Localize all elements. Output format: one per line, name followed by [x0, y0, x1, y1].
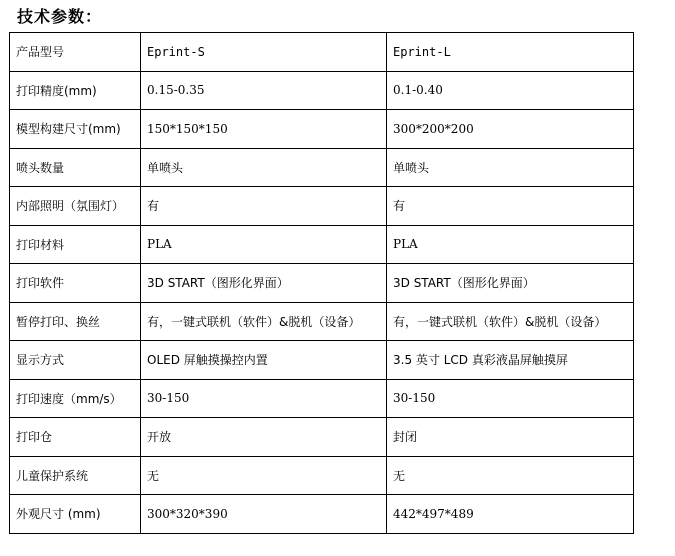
row-label: 外观尺寸 (mm) [10, 495, 141, 534]
row-label: 打印软件 [10, 264, 141, 303]
table-row [10, 110, 634, 149]
table-row [10, 264, 634, 303]
table-row [10, 418, 634, 457]
table-row [10, 71, 634, 110]
row-label: 喷头数量 [10, 148, 141, 187]
eprint-s-value: 3D START（图形化界面） [141, 264, 387, 303]
row-label: 模型构建尺寸(mm) [10, 110, 141, 149]
eprint-s-value: 有，一键式联机（软件）&脱机（设备） [141, 302, 387, 341]
eprint-s-value: 单喷头 [141, 148, 387, 187]
eprint-s-value: 150*150*150 [141, 110, 387, 149]
row-label: 暂停打印、换丝 [10, 302, 141, 341]
table-row [10, 456, 634, 495]
eprint-l-value: 单喷头 [387, 148, 634, 187]
eprint-l-value: 30-150 [387, 379, 634, 418]
table-row [10, 148, 634, 187]
eprint-s-value: 30-150 [141, 379, 387, 418]
row-label: 打印速度（mm/s） [10, 379, 141, 418]
eprint-s-value: 无 [141, 456, 387, 495]
table-row [10, 341, 634, 380]
eprint-l-value: 0.1-0.40 [387, 71, 634, 110]
spec-table [9, 32, 634, 534]
eprint-l-value: 3.5 英寸 LCD 真彩液晶屏触摸屏 [387, 341, 634, 380]
eprint-l-value: PLA [387, 225, 634, 264]
eprint-l-value: 442*497*489 [387, 495, 634, 534]
row-label: 儿童保护系统 [10, 456, 141, 495]
eprint-s-value: PLA [141, 225, 387, 264]
eprint-s-value: 有 [141, 187, 387, 226]
eprint-l-value: 无 [387, 456, 634, 495]
eprint-s-value: 开放 [141, 418, 387, 457]
eprint-l-value: 有，一键式联机（软件）&脱机（设备） [387, 302, 634, 341]
row-label: 打印仓 [10, 418, 141, 457]
table-row [10, 225, 634, 264]
eprint-l-value: 有 [387, 187, 634, 226]
eprint-s-value: 300*320*390 [141, 495, 387, 534]
row-label: 产品型号 [10, 33, 141, 72]
eprint-l-value: 300*200*200 [387, 110, 634, 149]
table-row [10, 33, 634, 72]
eprint-s-value: 0.15-0.35 [141, 71, 387, 110]
row-label: 内部照明（氛围灯） [10, 187, 141, 226]
row-label: 显示方式 [10, 341, 141, 380]
table-row [10, 379, 634, 418]
row-label: 打印精度(mm) [10, 71, 141, 110]
page-heading: 技术参数： [17, 7, 103, 26]
table-row [10, 495, 634, 534]
eprint-l-value: 3D START（图形化界面） [387, 264, 634, 303]
eprint-s-value: Eprint-S [141, 33, 387, 72]
row-label: 打印材料 [10, 225, 141, 264]
eprint-s-value: OLED 屏触摸操控内置 [141, 341, 387, 380]
table-row [10, 187, 634, 226]
eprint-l-value: Eprint-L [387, 33, 634, 72]
table-row [10, 302, 634, 341]
eprint-l-value: 封闭 [387, 418, 634, 457]
